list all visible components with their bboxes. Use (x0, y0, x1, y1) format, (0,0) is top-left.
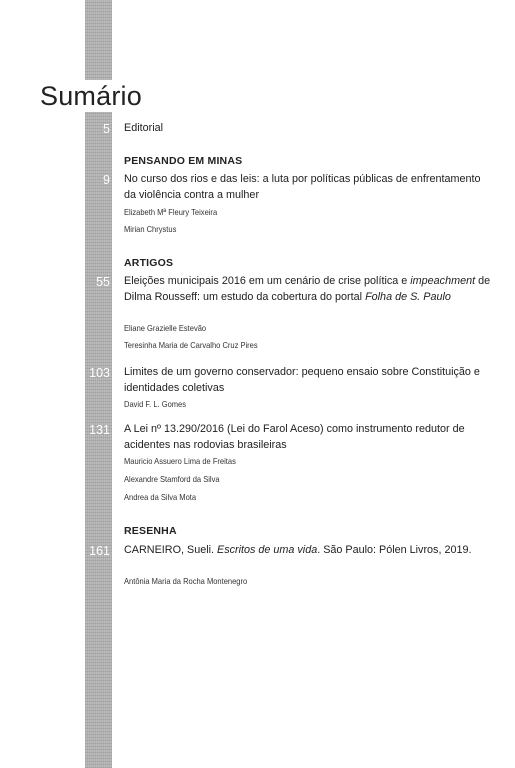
entry-title-text: de Dilma Rousseff: um estudo da cobertura do portal (124, 275, 491, 303)
author: Mirian Chrystus (124, 224, 177, 234)
toc-entry-131[interactable]: A Lei nº 13.290/2016 (Lei do Farol Aceso) como instrumento redutor de acidentes nas rodovias brasileiras (124, 423, 465, 451)
page-number-55: 55 (96, 275, 110, 289)
page-number-103: 103 (89, 366, 110, 380)
author: Mauricio Assuero Lima de Freitas (124, 456, 236, 466)
author: Alexandre Stamford da Silva (124, 474, 220, 484)
toc-entry-55[interactable] (124, 274, 494, 305)
author: David F. L. Gomes (124, 399, 187, 409)
page-number-161: 161 (89, 544, 110, 558)
toc-entry-9[interactable]: No curso dos rios e das leis: a luta por políticas públicas de enfrentamento da violência contra a mulher (124, 173, 481, 201)
gray-margin-band (85, 0, 112, 768)
page-title: Sumário (40, 80, 146, 112)
section-heading-pensando-em-minas: PENSANDO EM MINAS (124, 155, 243, 167)
author: Andrea da Silva Mota (124, 492, 197, 502)
entry-title-italic: Folha de S. Paulo (365, 290, 451, 303)
author: Eliane Grazielle Estevão (124, 323, 207, 333)
toc-entry-161[interactable] (124, 543, 494, 559)
entry-title-text: . São Paulo: Pólen Livros, 2019. (317, 544, 472, 556)
page-number-131: 131 (89, 423, 110, 437)
entry-title-italic: Escritos de uma vida (217, 544, 318, 556)
entry-title-italic: impeachment (410, 275, 476, 287)
toc-entry-editorial[interactable]: Editorial (124, 122, 164, 134)
section-heading-resenha: RESENHA (124, 525, 177, 537)
author: Antônia Maria da Rocha Montenegro (124, 576, 248, 586)
entry-title-text: Eleições municipais 2016 em um cenário de crise política e (124, 275, 411, 287)
author: Elizabeth Mª Fleury Teixeira (124, 207, 218, 217)
author: Teresinha Maria de Carvalho Cruz Pires (124, 340, 258, 350)
page-number-9: 9 (103, 173, 110, 187)
toc-entry-103[interactable]: Limites de um governo conservador: pequeno ensaio sobre Constituição e identidades coletivas (124, 366, 480, 394)
page-number-editorial: 5 (103, 122, 110, 136)
section-heading-artigos: ARTIGOS (124, 257, 174, 269)
entry-title-text: CARNEIRO, Sueli. (124, 544, 217, 556)
